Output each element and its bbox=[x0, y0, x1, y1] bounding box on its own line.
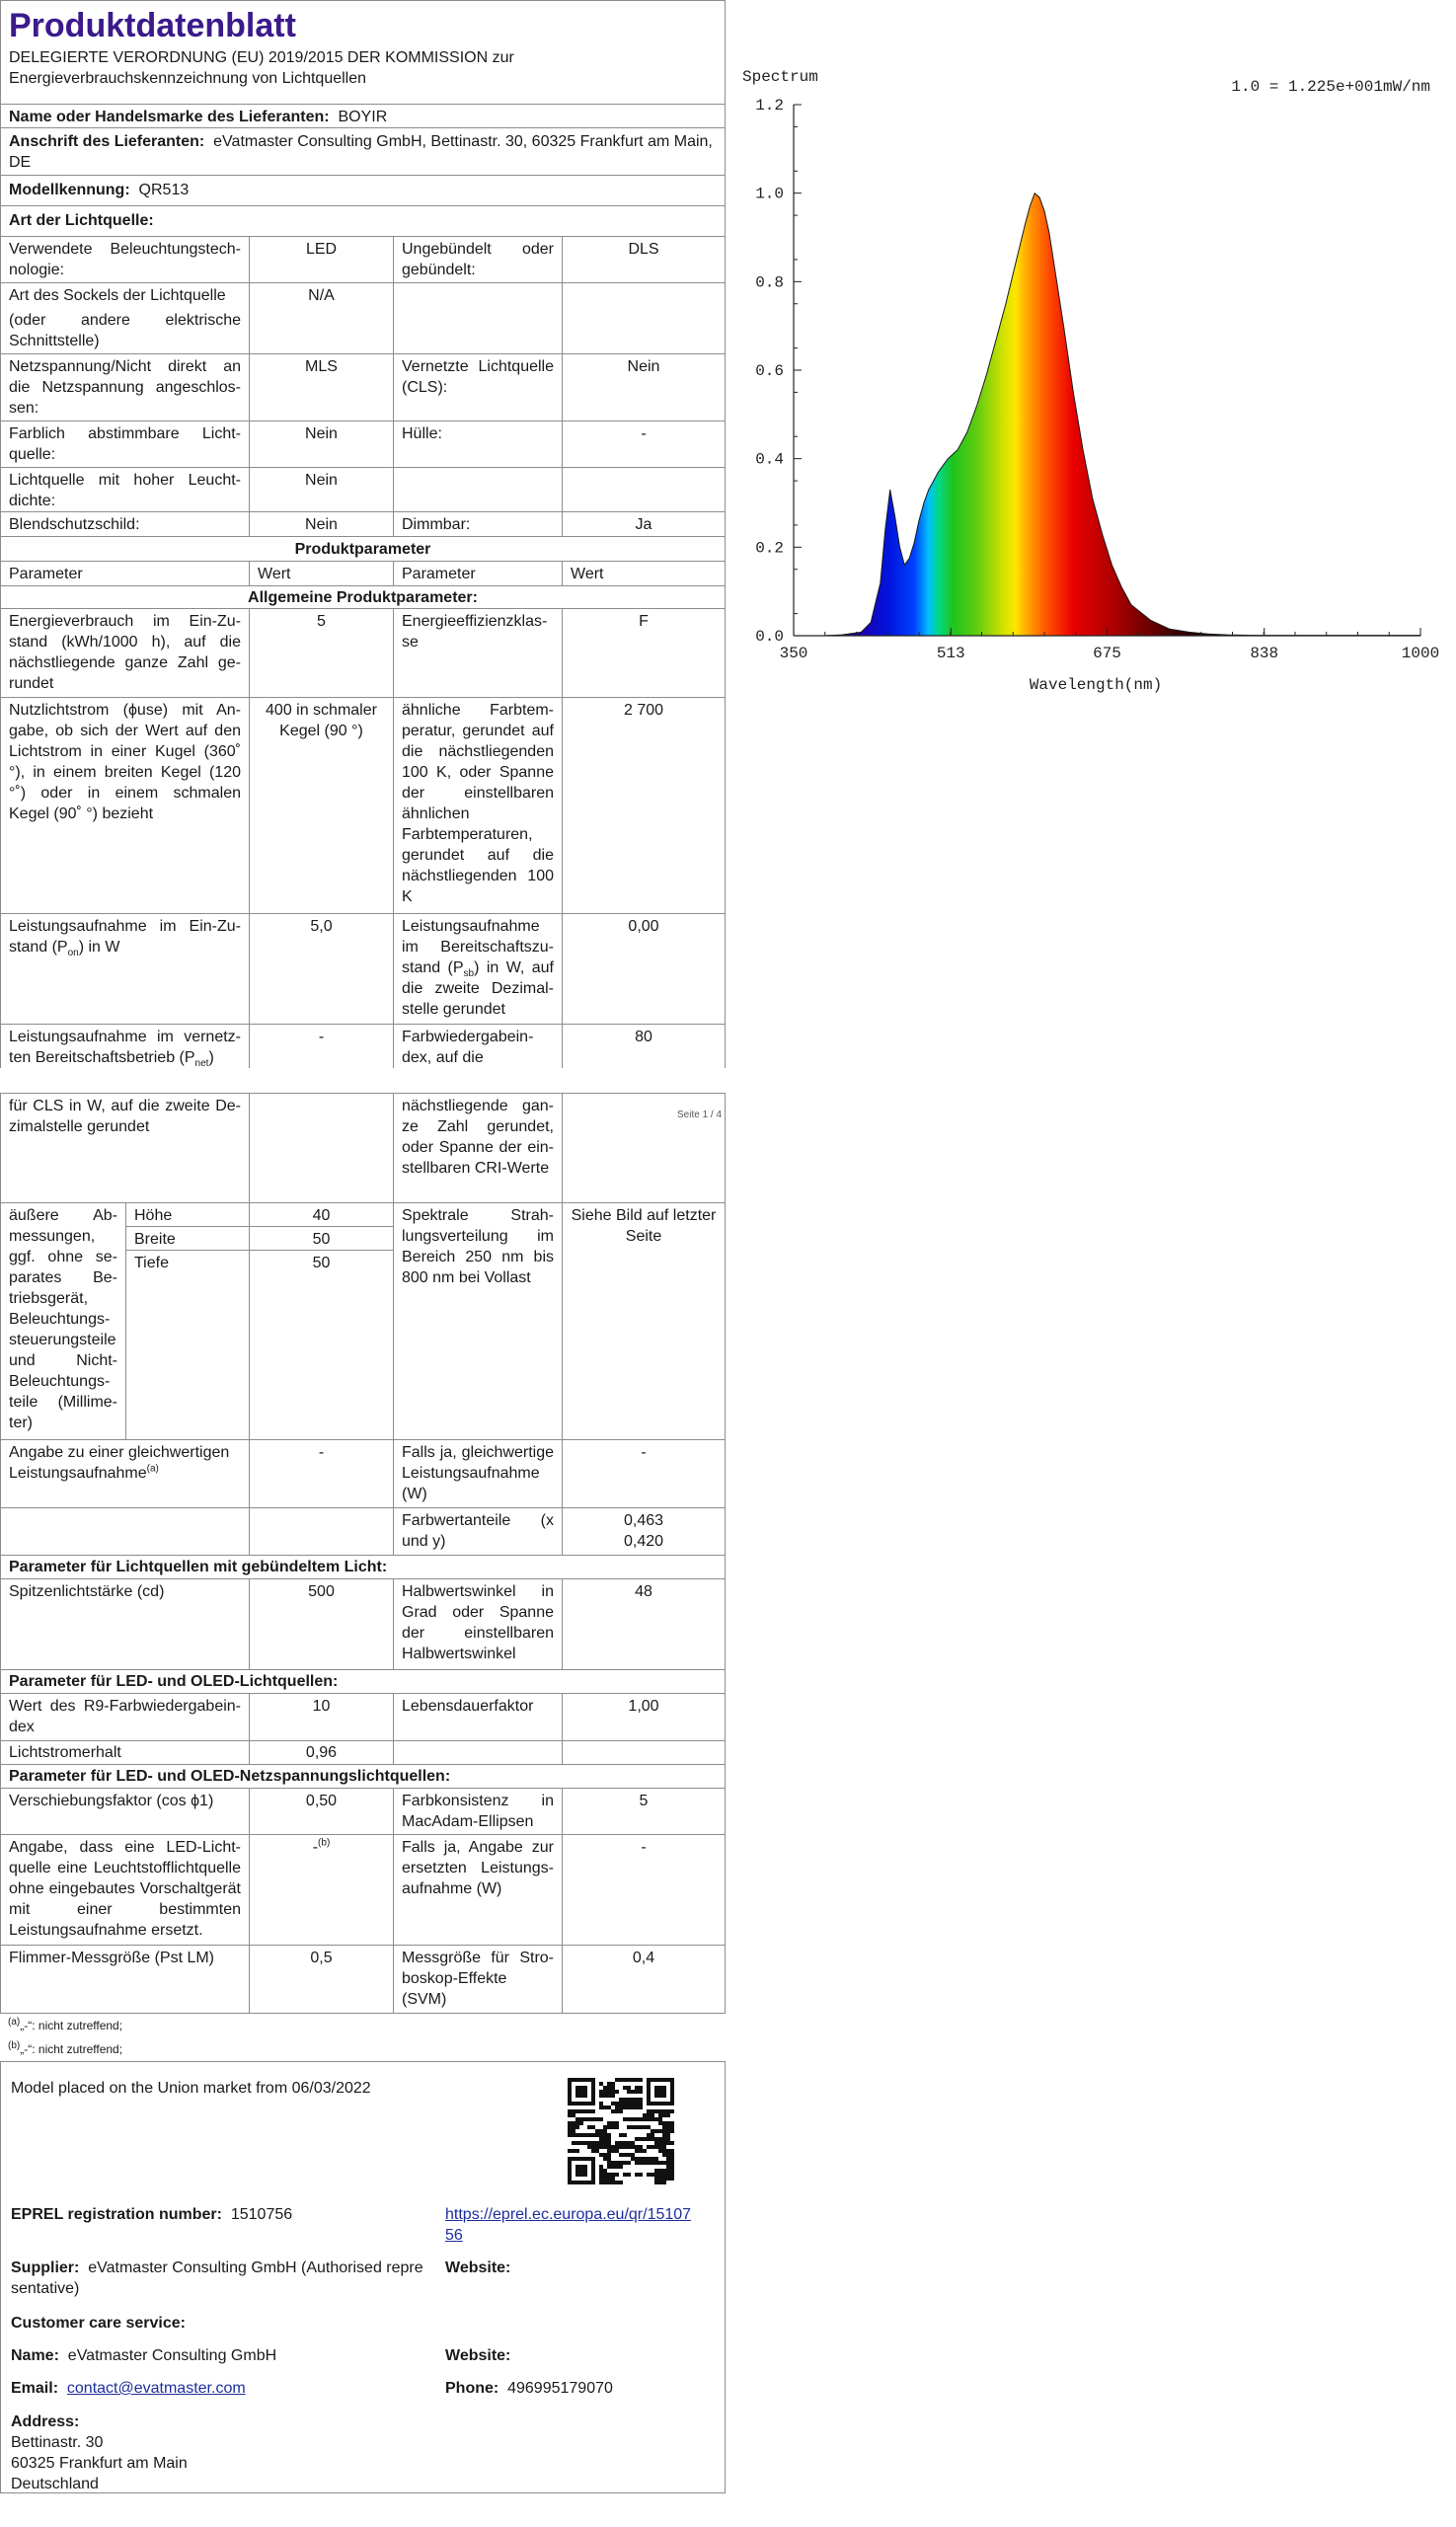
survival-label: Lebensdauerfaktor bbox=[393, 1694, 562, 1740]
care-name-label: Name: bbox=[11, 2347, 59, 2364]
table-row bbox=[0, 698, 726, 914]
table-row bbox=[0, 1579, 726, 1670]
page-number: Seite 1 / 4 bbox=[677, 1110, 723, 1120]
product-params-heading: Produktparameter bbox=[0, 537, 726, 562]
x-tick-label: 675 bbox=[1093, 645, 1121, 662]
dims-label: äußere Abmessungen, ggf. ohne separates Betriebsgerät, Beleuchtungssteuerungsteile und Nicht-Beleuchtungsteile (Millimeter) bbox=[9, 1207, 117, 1431]
footnotes bbox=[0, 2014, 726, 2061]
dimmable-label: Dimmbar: bbox=[393, 512, 562, 536]
color-tunable-value: Nein bbox=[249, 421, 393, 467]
replace-value-text: - bbox=[312, 1839, 319, 1856]
tech-label: Verwendete Beleuchtungstechnologie: bbox=[9, 241, 241, 278]
empty-cell bbox=[562, 468, 725, 511]
empty-cell bbox=[562, 1741, 725, 1764]
footnote-a-text: „-“: nicht zutreffend; bbox=[20, 2019, 123, 2032]
care-name-value: eVatmaster Consulting GmbH bbox=[67, 2347, 277, 2364]
equiv-value: - bbox=[249, 1440, 393, 1507]
svm-label: Messgröße für Stroboskop-Effekte (SVM) bbox=[393, 1946, 562, 2013]
dimensions-row bbox=[0, 1203, 726, 1440]
product-data-sheet bbox=[0, 0, 726, 2493]
flux-label: Nutzlichtstrom (ϕuse) mit Angabe, ob sich der Wert auf den Lichtstrom in einer Kugel (360˚ °), in einem breiten Kegel (120 °˚) oder in einem schmalen Kegel (90˚ °) bezieht bbox=[9, 702, 241, 822]
tech-value: LED bbox=[249, 237, 393, 282]
peak-label: Spitzenlichtstärke (cd) bbox=[9, 1583, 165, 1600]
website-2-label: Website: bbox=[445, 2347, 511, 2364]
supplier-label: Supplier: bbox=[11, 2259, 80, 2276]
footnote-b bbox=[8, 2037, 718, 2061]
depth-value: 50 bbox=[249, 1251, 393, 1439]
empty-cell bbox=[393, 283, 562, 353]
peak-value: 500 bbox=[249, 1579, 393, 1669]
empty-cell bbox=[249, 1094, 393, 1202]
pf-value: 0,50 bbox=[249, 1789, 393, 1834]
regulation-text: DELEGIERTE VERORDNUNG (EU) 2019/2015 DER KOMMISSION zur Energieverbrauchskennzeichnung von Lichtquellen bbox=[9, 49, 514, 87]
table-row bbox=[0, 1093, 726, 1203]
phone-value: 496995179070 bbox=[507, 2380, 613, 2397]
phone-row bbox=[445, 2378, 613, 2399]
glare-value: Nein bbox=[249, 512, 393, 536]
replace-value bbox=[249, 1835, 393, 1945]
pf-label: Verschiebungsfaktor (cos ϕ1) bbox=[9, 1793, 214, 1809]
address-line-3: Deutschland bbox=[11, 2476, 99, 2492]
psb-label bbox=[393, 914, 562, 1024]
pon-label bbox=[1, 914, 249, 1024]
col-param: Parameter bbox=[9, 566, 83, 582]
address-label: Address: bbox=[11, 2413, 80, 2430]
column-header-row bbox=[0, 562, 726, 586]
equiv-label bbox=[1, 1440, 249, 1507]
table-row bbox=[0, 1025, 726, 1068]
eec-value: F bbox=[562, 609, 725, 697]
y-tick-label: 0.6 bbox=[755, 362, 784, 380]
maint-label: Lichtstromerhalt bbox=[9, 1744, 121, 1761]
pnet-label-c: für CLS in W, auf die zweite Dezimalstelle gerundet bbox=[9, 1098, 241, 1135]
macadam-value: 5 bbox=[562, 1789, 725, 1834]
y-tick-label: 1.2 bbox=[755, 97, 784, 115]
address-line-2: 60325 Frankfurt am Main bbox=[11, 2455, 188, 2472]
energy-value: 5 bbox=[249, 609, 393, 697]
replace-w-value: - bbox=[562, 1835, 725, 1945]
replace-w-label: Falls ja, Angabe zur ersetzten Leistungsaufnahme (W) bbox=[393, 1835, 562, 1945]
supplier-value: eVatmaster Consulting GmbH (Authorised repre sentative) bbox=[11, 2259, 423, 2297]
focus-value: DLS bbox=[562, 237, 725, 282]
pon-label-text: Leistungsaufnahme im Ein-Zustand (P bbox=[9, 918, 241, 956]
table-row bbox=[0, 1835, 726, 1946]
x-tick-label: 838 bbox=[1250, 645, 1279, 662]
psb-label-text: Leistungsaufnahme im Bereitschaftszustand (P bbox=[402, 918, 554, 976]
footnote-a-mark: (a) bbox=[8, 2017, 21, 2028]
website-label: Website: bbox=[445, 2259, 511, 2276]
footnote-a bbox=[8, 2014, 718, 2037]
supplier-name-label: Name oder Handelsmarke des Lieferanten: bbox=[9, 109, 330, 125]
eprel-reg-row bbox=[11, 2204, 292, 2225]
placed-on-market: Model placed on the Union market from 06/03/2022 bbox=[11, 2080, 371, 2097]
beam-value: 48 bbox=[562, 1579, 725, 1669]
psb-value: 0,00 bbox=[562, 914, 725, 1024]
mains-label: Netzspannung/Nicht direkt an die Netzspannung angeschlossen: bbox=[9, 358, 241, 417]
socket-value: N/A bbox=[249, 283, 393, 353]
supplier-address-row bbox=[0, 128, 726, 176]
table-row bbox=[0, 237, 726, 283]
socket-label-cell bbox=[1, 283, 249, 353]
height-label: Höhe bbox=[125, 1203, 249, 1227]
col-value: Wert bbox=[249, 562, 393, 585]
eprel-box bbox=[0, 2061, 726, 2493]
col-value-2: Wert bbox=[562, 562, 725, 585]
equiv-w-label: Falls ja, gleichwertige Leistungsaufnahme (W) bbox=[393, 1440, 562, 1507]
envelope-value: - bbox=[562, 421, 725, 467]
table-row bbox=[0, 1694, 726, 1741]
chroma-label: Farbwertanteile (x und y) bbox=[393, 1508, 562, 1555]
chroma-x: 0,463 bbox=[623, 1512, 664, 1529]
eprel-reg-value: 1510756 bbox=[230, 2206, 293, 2223]
pon-sub: on bbox=[67, 948, 79, 959]
r9-label: Wert des R9-Farbwiedergabeindex bbox=[9, 1698, 241, 1735]
flux-value: 400 in schmaler Kegel (90 °) bbox=[249, 698, 393, 913]
customer-care-label: Customer care service: bbox=[11, 2315, 186, 2332]
supplier-address-label: Anschrift des Lieferanten: bbox=[9, 133, 205, 150]
chroma-y: 0,420 bbox=[623, 1533, 664, 1550]
pnet-label-text: Leistungsaufnahme im vernetzten Bereitschaftsbetrieb (P bbox=[9, 1029, 241, 1066]
eec-label: Energieeffizienzklasse bbox=[393, 609, 562, 697]
pnet-label bbox=[1, 1025, 249, 1068]
beam-label: Halbwertswinkel in Grad oder Spanne der einstellbaren Halbwertswinkel bbox=[393, 1579, 562, 1669]
r9-value: 10 bbox=[249, 1694, 393, 1740]
pnet-label-text-2: ) bbox=[208, 1049, 214, 1066]
chart-title: Spectrum bbox=[742, 68, 818, 86]
model-row bbox=[0, 176, 726, 206]
pnet-sub: net bbox=[194, 1058, 209, 1068]
address-line-1: Bettinastr. 30 bbox=[11, 2434, 104, 2451]
replace-sup: (b) bbox=[318, 1837, 331, 1849]
glare-label: Blendschutzschild: bbox=[9, 516, 140, 533]
macadam-label: Farbkonsistenz in MacAdam-Ellipsen bbox=[393, 1789, 562, 1834]
model-label: Modellkennung: bbox=[9, 182, 130, 198]
supplier-name-row bbox=[0, 105, 726, 128]
y-tick-label: 0.0 bbox=[755, 628, 784, 646]
cls-value: Nein bbox=[562, 354, 725, 421]
table-row bbox=[0, 421, 726, 468]
energy-label: Energieverbrauch im Ein-Zustand (kWh/1000 h), auf die nächstliegende ganze Zahl gerundet bbox=[9, 613, 241, 692]
address-block bbox=[11, 2412, 188, 2494]
cls-label: Vernetzte Lichtquelle (CLS): bbox=[393, 354, 562, 421]
mains-heading: Parameter für LED- und OLED-Netzspannungslichtquellen: bbox=[0, 1765, 726, 1789]
cct-label: ähnliche Farbtemperatur, gerundet auf die nächstliegenden 100 K, oder Spanne der einstellbaren ähnlichen Farbtemperaturen, gerundet auf die nächstliegenden 100 K bbox=[393, 698, 562, 913]
general-heading: Allgemeine Produktparameter: bbox=[0, 586, 726, 609]
footnote-b-mark: (b) bbox=[8, 2040, 21, 2051]
depth-label: Tiefe bbox=[125, 1251, 249, 1439]
table-row bbox=[0, 1440, 726, 1508]
pon-value: 5,0 bbox=[249, 914, 393, 1024]
empty-cell bbox=[249, 1508, 393, 1555]
psb-sub: sb bbox=[463, 968, 475, 980]
x-tick-label: 1000 bbox=[1401, 645, 1440, 662]
x-tick-label: 350 bbox=[779, 645, 808, 662]
cri-value: 80 bbox=[562, 1025, 725, 1068]
height-value: 40 bbox=[249, 1203, 393, 1227]
table-row bbox=[0, 283, 726, 354]
width-value: 50 bbox=[249, 1227, 393, 1251]
table-row bbox=[0, 914, 726, 1025]
dls-heading: Parameter für Lichtquellen mit gebündeltem Licht: bbox=[0, 1556, 726, 1579]
model-value: QR513 bbox=[138, 182, 190, 198]
color-tunable-label: Farblich abstimmbare Lichtquelle: bbox=[9, 425, 241, 463]
email-label: Email: bbox=[11, 2380, 59, 2397]
socket-label: Art des Sockels der Lichtquelle bbox=[9, 287, 226, 304]
care-name-row bbox=[11, 2345, 276, 2366]
dimmable-value: Ja bbox=[562, 512, 725, 536]
chroma-value bbox=[562, 1508, 725, 1555]
y-tick-group bbox=[755, 97, 802, 646]
supplier-name-value: BOYIR bbox=[338, 109, 388, 125]
page-title: Produktdatenblatt bbox=[9, 7, 296, 44]
y-tick-label: 0.2 bbox=[755, 539, 784, 558]
table-row bbox=[0, 468, 726, 512]
replace-label: Angabe, dass eine LED-Lichtquelle eine Leuchtstofflichtquelle ohne eingebautes Vorschaltgerät mit einer bestimmten Leistungsaufnahme ersetzt. bbox=[9, 1839, 241, 1939]
spd-value: Siehe Bild auf letzter Seite bbox=[562, 1203, 725, 1439]
flicker-label: Flimmer-Messgröße (Pst LM) bbox=[9, 1950, 215, 1966]
table-row bbox=[0, 354, 726, 421]
x-tick-label: 513 bbox=[936, 645, 965, 662]
y-tick-label: 0.8 bbox=[755, 273, 784, 292]
pnet-value: - bbox=[249, 1025, 393, 1068]
spectrum-chart bbox=[734, 61, 1445, 703]
table-row bbox=[0, 1741, 726, 1765]
equiv-sup: (a) bbox=[146, 1463, 159, 1475]
email-link[interactable]: contact@evatmaster.com bbox=[66, 2380, 246, 2397]
col-param-2: Parameter bbox=[393, 562, 562, 585]
table-row bbox=[0, 1946, 726, 2014]
equiv-w-value: - bbox=[562, 1440, 725, 1507]
empty-cell bbox=[1, 1508, 249, 1555]
eprel-reg-label: EPREL registration number: bbox=[11, 2206, 222, 2223]
high-lum-value: Nein bbox=[249, 468, 393, 511]
flicker-value: 0,5 bbox=[249, 1946, 393, 2013]
socket-label-2: (oder andere elektrische Schnittstelle) bbox=[9, 312, 241, 349]
phone-label: Phone: bbox=[445, 2380, 499, 2397]
supplier-row bbox=[11, 2258, 435, 2299]
email-row bbox=[11, 2378, 246, 2399]
maint-value: 0,96 bbox=[249, 1741, 393, 1764]
led-heading: Parameter für LED- und OLED-Lichtquellen: bbox=[0, 1670, 726, 1694]
empty-cell bbox=[393, 468, 562, 511]
table-row bbox=[0, 512, 726, 537]
table-row bbox=[0, 1789, 726, 1835]
qr-code-icon bbox=[568, 2078, 674, 2184]
table-row bbox=[0, 1508, 726, 1556]
survival-value: 1,00 bbox=[562, 1694, 725, 1740]
eprel-url-link[interactable]: https://eprel.ec.europa.eu/qr/1510756 bbox=[445, 2206, 692, 2244]
envelope-label: Hülle: bbox=[393, 421, 562, 467]
footnote-b-text: „-“: nicht zutreffend; bbox=[20, 2042, 123, 2056]
page-break bbox=[0, 1068, 726, 1093]
svm-value: 0,4 bbox=[562, 1946, 725, 2013]
psb-label-text-2: ) in W, auf die zweite Dezimalstelle gerundet bbox=[402, 959, 554, 1018]
empty-cell bbox=[393, 1741, 562, 1764]
high-lum-label: Lichtquelle mit hoher Leuchtdichte: bbox=[9, 472, 241, 509]
empty-cell bbox=[562, 283, 725, 353]
focus-label: Ungebündelt oder gebündelt: bbox=[393, 237, 562, 282]
x-axis-label: Wavelength(nm) bbox=[1029, 676, 1163, 694]
width-label: Breite bbox=[125, 1227, 249, 1251]
cri-label-a: Farbwiedergabeindex, auf die bbox=[393, 1025, 562, 1068]
cct-value: 2 700 bbox=[562, 698, 725, 913]
spectrum-area bbox=[794, 193, 1420, 636]
header-block bbox=[0, 0, 726, 105]
cri-label-b: nächstliegende ganze Zahl gerundet, oder Spanne der einstellbaren CRI-Werte bbox=[393, 1094, 562, 1202]
light-source-heading: Art der Lichtquelle: bbox=[0, 206, 726, 237]
table-row bbox=[0, 609, 726, 698]
supplier-address-value: eVatmaster Consulting GmbH, Bettinastr. 30, 60325 Frankfurt am Main, DE bbox=[9, 133, 713, 171]
chart-scale-note: 1.0 = 1.225e+001mW/nm bbox=[1231, 78, 1430, 96]
y-tick-label: 1.0 bbox=[755, 185, 784, 203]
spd-label: Spektrale Strahlungsverteilung im Bereich 250 nm bis 800 nm bei Vollast bbox=[393, 1203, 562, 1439]
pon-label-text-2: ) in W bbox=[78, 939, 120, 956]
mains-value: MLS bbox=[249, 354, 393, 421]
y-tick-label: 0.4 bbox=[755, 450, 784, 469]
equiv-label-text: Angabe zu einer gleichwertigen Leistungsaufnahme bbox=[9, 1444, 230, 1482]
